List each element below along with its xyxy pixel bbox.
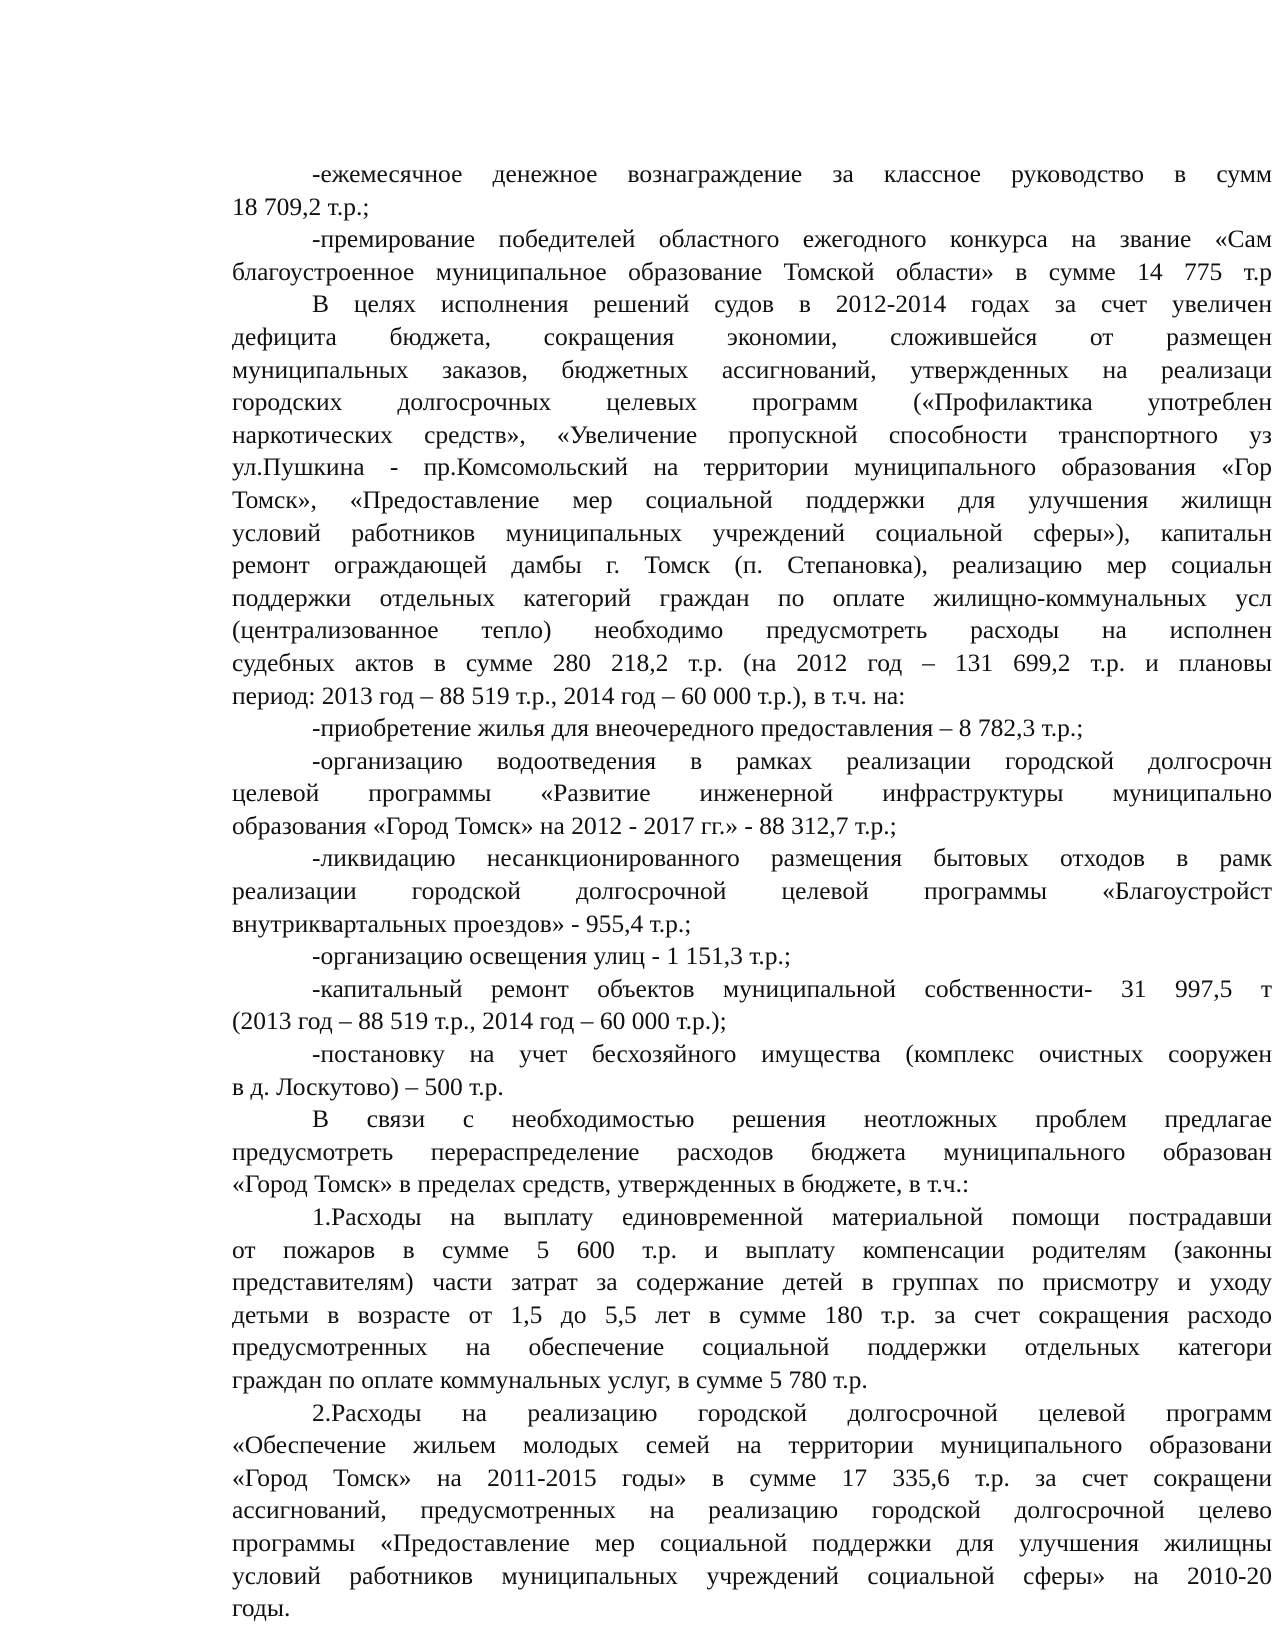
text-line: (централизованное тепло) необходимо предусмотреть расходы на исполнен (232, 615, 1272, 645)
text-line: «Город Томск» на 2011-2015 годы» в сумме 17 335,6 т.р. за счет сокращени (232, 1462, 1272, 1492)
text-line: ремонт ограждающей дамбы г. Томск (п. Степановка), реализацию мер социальн (232, 550, 1272, 580)
text-line: -премирование победителей областного ежегодного конкурса на звание «Сам (312, 224, 1272, 254)
text-line: В связи с необходимостью решения неотложных проблем предлагае (312, 1104, 1272, 1134)
text-line: образования «Город Томск» на 2012 - 2017 гг.» - 88 312,7 т.р.; (232, 810, 897, 840)
text-line: предусмотреть перераспределение расходов бюджета муниципального образован (232, 1136, 1272, 1166)
text-line: -приобретение жилья для внеочередного предоставления – 8 782,3 т.р.; (312, 713, 1084, 743)
text-line: -постановку на учет бесхозяйного имущества (комплекс очистных сооружен (312, 1039, 1272, 1069)
text-line: целевой программы «Развитие инженерной инфраструктуры муниципально (232, 778, 1272, 808)
text-line: -организацию водоотведения в рамках реализации городской долгосрочн (312, 745, 1272, 775)
text-line: -ликвидацию несанкционированного размещения бытовых отходов в рамк (312, 843, 1272, 873)
text-line: внутриквартальных проездов» - 955,4 т.р.; (232, 908, 692, 938)
text-line: Томск», «Предоставление мер социальной поддержки для улучшения жилищн (232, 484, 1272, 514)
text-line: -капитальный ремонт объектов муниципальной собственности- 31 997,5 т (312, 973, 1272, 1003)
text-line: предусмотренных на обеспечение социальной поддержки отдельных категори (232, 1332, 1272, 1362)
text-line: В целях исполнения решений судов в 2012-2014 годах за счет увеличен (312, 289, 1272, 319)
text-line: городских долгосрочных целевых программ («Профилактика употреблен (232, 387, 1272, 417)
text-line: детьми в возрасте от 1,5 до 5,5 лет в сумме 180 т.р. за счет сокращения расходо (232, 1299, 1272, 1329)
text-line: ассигнований, предусмотренных на реализацию городской долгосрочной целево (232, 1495, 1272, 1525)
text-line: (2013 год – 88 519 т.р., 2014 год – 60 000 т.р.); (232, 1006, 727, 1036)
text-line: муниципальных заказов, бюджетных ассигнований, утвержденных на реализаци (232, 354, 1272, 384)
text-line: представителям) части затрат за содержание детей в группах по присмотру и уходу (232, 1267, 1272, 1297)
text-line: программы «Предоставление мер социальной поддержки для улучшения жилищны (232, 1527, 1272, 1557)
text-line: -ежемесячное денежное вознаграждение за классное руководство в сумм (312, 159, 1272, 188)
text-line: благоустроенное муниципальное образование Томской области» в сумме 14 775 т.р (232, 256, 1272, 286)
text-line: 1.Расходы на выплату единовременной материальной помощи пострадавши (312, 1202, 1272, 1231)
text-line: дефицита бюджета, сокращения экономии, сложившейся от размещен (232, 321, 1272, 351)
text-line: условий работников муниципальных учреждений социальной сферы» на 2010-20 (232, 1560, 1272, 1590)
text-line: граждан по оплате коммунальных услуг, в сумме 5 780 т.р. (232, 1364, 868, 1394)
text-line: судебных актов в сумме 280 218,2 т.р. (на 2012 год – 131 699,2 т.р. и плановы (232, 647, 1272, 677)
text-line: реализации городской долгосрочной целевой программы «Благоустройст (232, 876, 1272, 906)
text-line: условий работников муниципальных учреждений социальной сферы»), капитальн (232, 517, 1272, 547)
text-line: -организацию освещения улиц - 1 151,3 т.р.; (312, 941, 792, 971)
text-line: годы. (232, 1593, 291, 1623)
text-line: наркотических средств», «Увеличение пропускной способности транспортного уз (232, 419, 1272, 449)
text-line: в д. Лоскутово) – 500 т.р. (232, 1071, 504, 1101)
text-line: «Обеспечение жильем молодых семей на территории муниципального образовани (232, 1430, 1272, 1460)
text-line: 2.Расходы на реализацию городской долгосрочной целевой программ (312, 1397, 1272, 1427)
text-line: поддержки отдельных категорий граждан по оплате жилищно-коммунальных усл (232, 582, 1272, 612)
text-line: «Город Томск» в пределах средств, утвержденных в бюджете, в т.ч.: (232, 1169, 970, 1199)
text-line: период: 2013 год – 88 519 т.р., 2014 год – 60 000 т.р.), в т.ч. на: (232, 680, 906, 710)
document-body (232, 158, 1275, 1625)
text-line: ул.Пушкина - пр.Комсомольский на территории муниципального образования «Гор (232, 452, 1272, 482)
text-line: от пожаров в сумме 5 600 т.р. и выплату компенсации родителям (законны (232, 1234, 1272, 1264)
text-line: 18 709,2 т.р.; (232, 191, 370, 221)
